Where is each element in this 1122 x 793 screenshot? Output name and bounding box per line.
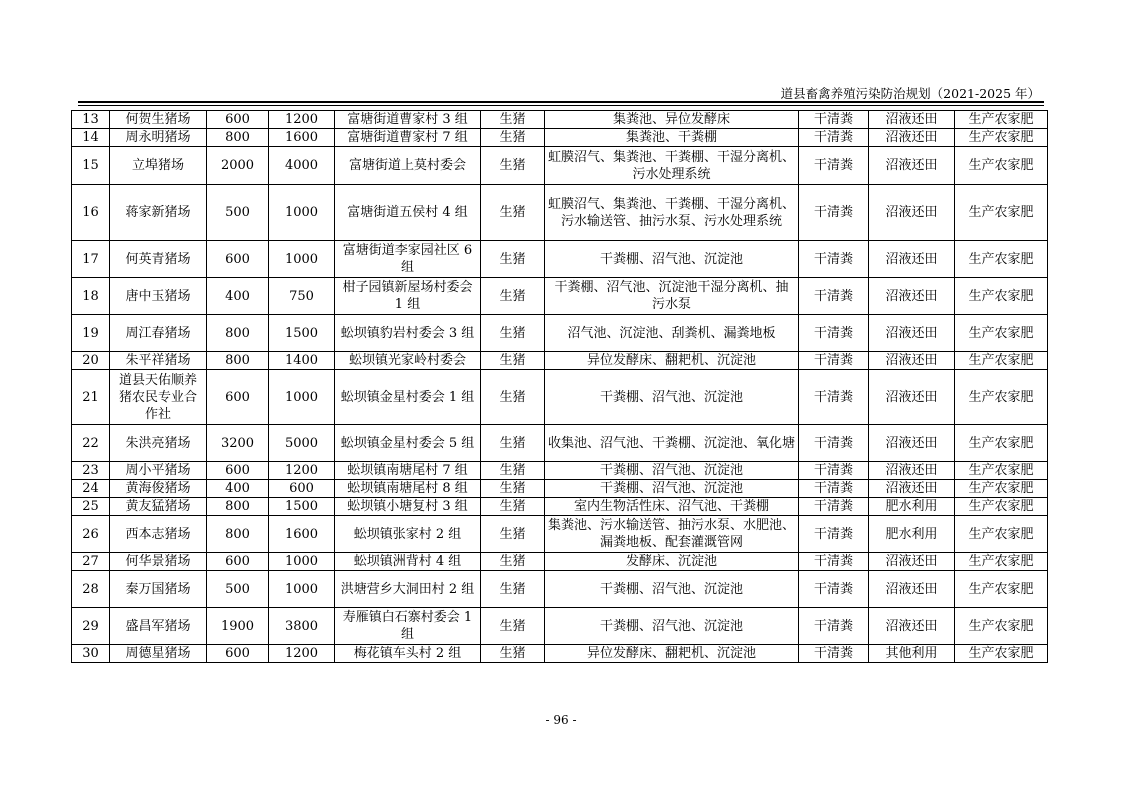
annual-output-cell: 1000 — [269, 185, 335, 241]
farm-name-cell: 秦万国猪场 — [110, 571, 207, 608]
annual-output-cell: 1600 — [269, 129, 335, 147]
livestock-type-cell: 生猪 — [481, 370, 545, 425]
livestock-type-cell: 生猪 — [481, 571, 545, 608]
breeding-stock-cell: 1900 — [207, 608, 269, 645]
livestock-type-cell: 生猪 — [481, 480, 545, 498]
liquid-utilization-cell: 其他利用 — [869, 645, 955, 663]
solid-utilization-cell: 生产农家肥 — [955, 241, 1048, 278]
table-row — [72, 571, 1048, 608]
liquid-utilization-cell: 肥水利用 — [869, 498, 955, 516]
farm-name-cell: 周小平猪场 — [110, 462, 207, 480]
facilities-cell: 室内生物活性床、沼气池、干粪棚 — [545, 498, 799, 516]
address-cell: 洪塘营乡大洞田村 2 组 — [335, 571, 481, 608]
address-cell: 柑子园镇新屋场村委会 1 组 — [335, 278, 481, 315]
manure-cleaning-cell: 干清粪 — [799, 185, 869, 241]
livestock-type-cell: 生猪 — [481, 462, 545, 480]
solid-utilization-cell: 生产农家肥 — [955, 571, 1048, 608]
liquid-utilization-cell: 沼液还田 — [869, 111, 955, 129]
manure-cleaning-cell: 干清粪 — [799, 425, 869, 462]
address-cell: 梅花镇车头村 2 组 — [335, 645, 481, 663]
manure-cleaning-cell: 干清粪 — [799, 553, 869, 571]
livestock-type-cell: 生猪 — [481, 516, 545, 553]
breeding-stock-cell: 600 — [207, 111, 269, 129]
table-row — [72, 147, 1048, 185]
annual-output-cell: 600 — [269, 480, 335, 498]
liquid-utilization-cell: 沼液还田 — [869, 425, 955, 462]
facilities-cell: 虹膜沼气、集粪池、干粪棚、干湿分离机、 污水输送管、抽污水泵、污水处理系统 — [545, 185, 799, 241]
livestock-type-cell: 生猪 — [481, 608, 545, 645]
liquid-utilization-cell: 沼液还田 — [869, 147, 955, 185]
annual-output-cell: 750 — [269, 278, 335, 315]
solid-utilization-cell: 生产农家肥 — [955, 315, 1048, 352]
solid-utilization-cell: 生产农家肥 — [955, 278, 1048, 315]
annual-output-cell: 1500 — [269, 315, 335, 352]
liquid-utilization-cell: 沼液还田 — [869, 608, 955, 645]
row-number-cell: 22 — [72, 425, 110, 462]
facilities-cell: 集粪池、异位发酵床 — [545, 111, 799, 129]
facilities-cell: 虹膜沼气、集粪池、干粪棚、干湿分离机、 污水处理系统 — [545, 147, 799, 185]
facilities-cell: 干粪棚、沼气池、沉淀池 — [545, 462, 799, 480]
solid-utilization-cell: 生产农家肥 — [955, 147, 1048, 185]
liquid-utilization-cell: 沼液还田 — [869, 129, 955, 147]
document-header: 道县畜禽养殖污染防治规划（2021-2025 年） — [780, 86, 1040, 101]
liquid-utilization-cell: 沼液还田 — [869, 352, 955, 370]
solid-utilization-cell: 生产农家肥 — [955, 645, 1048, 663]
address-cell: 蚣坝镇小塘复村 3 组 — [335, 498, 481, 516]
liquid-utilization-cell: 沼液还田 — [869, 315, 955, 352]
farm-name-cell: 蒋家新猪场 — [110, 185, 207, 241]
facilities-cell: 发酵床、沉淀池 — [545, 553, 799, 571]
manure-cleaning-cell: 干清粪 — [799, 352, 869, 370]
facilities-cell: 干粪棚、沼气池、沉淀池 — [545, 571, 799, 608]
livestock-type-cell: 生猪 — [481, 315, 545, 352]
livestock-type-cell: 生猪 — [481, 498, 545, 516]
table-row — [72, 516, 1048, 553]
breeding-stock-cell: 3200 — [207, 425, 269, 462]
table-row — [72, 425, 1048, 462]
livestock-type-cell: 生猪 — [481, 111, 545, 129]
annual-output-cell: 1200 — [269, 462, 335, 480]
address-cell: 富塘街道李家园社区 6 组 — [335, 241, 481, 278]
livestock-type-cell: 生猪 — [481, 147, 545, 185]
solid-utilization-cell: 生产农家肥 — [955, 185, 1048, 241]
row-number-cell: 21 — [72, 370, 110, 425]
breeding-stock-cell: 800 — [207, 129, 269, 147]
facilities-cell: 异位发酵床、翻耙机、沉淀池 — [545, 352, 799, 370]
row-number-cell: 24 — [72, 480, 110, 498]
liquid-utilization-cell: 沼液还田 — [869, 553, 955, 571]
manure-cleaning-cell: 干清粪 — [799, 571, 869, 608]
manure-cleaning-cell: 干清粪 — [799, 462, 869, 480]
liquid-utilization-cell: 沼液还田 — [869, 462, 955, 480]
liquid-utilization-cell: 沼液还田 — [869, 480, 955, 498]
breeding-stock-cell: 400 — [207, 480, 269, 498]
solid-utilization-cell: 生产农家肥 — [955, 352, 1048, 370]
liquid-utilization-cell: 沼液还田 — [869, 278, 955, 315]
facilities-cell: 干粪棚、沼气池、沉淀池 — [545, 241, 799, 278]
address-cell: 富塘街道曹家村 3 组 — [335, 111, 481, 129]
address-cell: 富塘街道上莫村委会 — [335, 147, 481, 185]
solid-utilization-cell: 生产农家肥 — [955, 111, 1048, 129]
facilities-cell: 干粪棚、沼气池、沉淀池 — [545, 370, 799, 425]
address-cell: 蚣坝镇豹岩村委会 3 组 — [335, 315, 481, 352]
breeding-stock-cell: 800 — [207, 352, 269, 370]
farm-name-cell: 周江春猪场 — [110, 315, 207, 352]
address-cell: 蚣坝镇金星村委会 1 组 — [335, 370, 481, 425]
farm-name-cell: 立埠猪场 — [110, 147, 207, 185]
address-cell: 蚣坝镇洲背村 4 组 — [335, 553, 481, 571]
solid-utilization-cell: 生产农家肥 — [955, 370, 1048, 425]
manure-cleaning-cell: 干清粪 — [799, 370, 869, 425]
row-number-cell: 18 — [72, 278, 110, 315]
solid-utilization-cell: 生产农家肥 — [955, 498, 1048, 516]
row-number-cell: 13 — [72, 111, 110, 129]
manure-cleaning-cell: 干清粪 — [799, 480, 869, 498]
row-number-cell: 23 — [72, 462, 110, 480]
breeding-stock-cell: 600 — [207, 553, 269, 571]
address-cell: 蚣坝镇光家岭村委会 — [335, 352, 481, 370]
annual-output-cell: 1000 — [269, 553, 335, 571]
farm-name-cell: 何英青猪场 — [110, 241, 207, 278]
address-cell: 蚣坝镇南塘尾村 8 组 — [335, 480, 481, 498]
table-row — [72, 129, 1048, 147]
manure-cleaning-cell: 干清粪 — [799, 516, 869, 553]
manure-cleaning-cell: 干清粪 — [799, 111, 869, 129]
manure-cleaning-cell: 干清粪 — [799, 608, 869, 645]
annual-output-cell: 1400 — [269, 352, 335, 370]
farm-name-cell: 周德星猪场 — [110, 645, 207, 663]
annual-output-cell: 1000 — [269, 571, 335, 608]
solid-utilization-cell: 生产农家肥 — [955, 553, 1048, 571]
facilities-cell: 异位发酵床、翻耙机、沉淀池 — [545, 645, 799, 663]
livestock-type-cell: 生猪 — [481, 352, 545, 370]
row-number-cell: 27 — [72, 553, 110, 571]
breeding-stock-cell: 600 — [207, 462, 269, 480]
manure-cleaning-cell: 干清粪 — [799, 147, 869, 185]
manure-cleaning-cell: 干清粪 — [799, 278, 869, 315]
livestock-type-cell: 生猪 — [481, 553, 545, 571]
table-row — [72, 370, 1048, 425]
facilities-cell: 集粪池、干粪棚 — [545, 129, 799, 147]
liquid-utilization-cell: 沼液还田 — [869, 241, 955, 278]
farm-name-cell: 道县天佑顺养猪农民专业合作社 — [110, 370, 207, 425]
breeding-stock-cell: 600 — [207, 645, 269, 663]
solid-utilization-cell: 生产农家肥 — [955, 462, 1048, 480]
breeding-stock-cell: 500 — [207, 571, 269, 608]
row-number-cell: 16 — [72, 185, 110, 241]
facilities-cell: 干粪棚、沼气池、沉淀池干湿分离机、抽 污水泵 — [545, 278, 799, 315]
solid-utilization-cell: 生产农家肥 — [955, 129, 1048, 147]
address-cell: 寿雁镇白石寨村委会 1 组 — [335, 608, 481, 645]
solid-utilization-cell: 生产农家肥 — [955, 516, 1048, 553]
liquid-utilization-cell: 肥水利用 — [869, 516, 955, 553]
table-row — [72, 645, 1048, 663]
liquid-utilization-cell: 沼液还田 — [869, 571, 955, 608]
annual-output-cell: 5000 — [269, 425, 335, 462]
row-number-cell: 29 — [72, 608, 110, 645]
annual-output-cell: 1200 — [269, 111, 335, 129]
liquid-utilization-cell: 沼液还田 — [869, 185, 955, 241]
facilities-cell: 沼气池、沉淀池、刮粪机、漏粪地板 — [545, 315, 799, 352]
address-cell: 富塘街道五侯村 4 组 — [335, 185, 481, 241]
farm-name-cell: 唐中玉猪场 — [110, 278, 207, 315]
row-number-cell: 15 — [72, 147, 110, 185]
row-number-cell: 30 — [72, 645, 110, 663]
livestock-type-cell: 生猪 — [481, 185, 545, 241]
table-row — [72, 278, 1048, 315]
facilities-cell: 干粪棚、沼气池、沉淀池 — [545, 608, 799, 645]
row-number-cell: 20 — [72, 352, 110, 370]
header-rule-thick — [78, 101, 1044, 103]
farm-table — [71, 110, 1048, 663]
row-number-cell: 28 — [72, 571, 110, 608]
solid-utilization-cell: 生产农家肥 — [955, 480, 1048, 498]
breeding-stock-cell: 800 — [207, 516, 269, 553]
table-row — [72, 498, 1048, 516]
table-row — [72, 111, 1048, 129]
livestock-type-cell: 生猪 — [481, 425, 545, 462]
breeding-stock-cell: 800 — [207, 315, 269, 352]
solid-utilization-cell: 生产农家肥 — [955, 608, 1048, 645]
manure-cleaning-cell: 干清粪 — [799, 498, 869, 516]
address-cell: 蚣坝镇南塘尾村 7 组 — [335, 462, 481, 480]
farm-name-cell: 西本志猪场 — [110, 516, 207, 553]
address-cell: 蚣坝镇张家村 2 组 — [335, 516, 481, 553]
address-cell: 蚣坝镇金星村委会 5 组 — [335, 425, 481, 462]
breeding-stock-cell: 600 — [207, 370, 269, 425]
breeding-stock-cell: 500 — [207, 185, 269, 241]
table-row — [72, 480, 1048, 498]
table-row — [72, 608, 1048, 645]
farm-name-cell: 何贺生猪场 — [110, 111, 207, 129]
farm-name-cell: 周永明猪场 — [110, 129, 207, 147]
address-cell: 富塘街道曹家村 7 组 — [335, 129, 481, 147]
solid-utilization-cell: 生产农家肥 — [955, 425, 1048, 462]
facilities-cell: 集粪池、污水输送管、抽污水泵、水肥池、 漏粪地板、配套灌溉管网 — [545, 516, 799, 553]
livestock-type-cell: 生猪 — [481, 278, 545, 315]
manure-cleaning-cell: 干清粪 — [799, 645, 869, 663]
annual-output-cell: 1000 — [269, 370, 335, 425]
table-row — [72, 315, 1048, 352]
facilities-cell: 收集池、沼气池、干粪棚、沉淀池、氧化塘 — [545, 425, 799, 462]
farm-name-cell: 朱平祥猪场 — [110, 352, 207, 370]
farm-name-cell: 何华景猪场 — [110, 553, 207, 571]
manure-cleaning-cell: 干清粪 — [799, 241, 869, 278]
annual-output-cell: 1200 — [269, 645, 335, 663]
row-number-cell: 26 — [72, 516, 110, 553]
annual-output-cell: 1600 — [269, 516, 335, 553]
breeding-stock-cell: 2000 — [207, 147, 269, 185]
livestock-type-cell: 生猪 — [481, 645, 545, 663]
table-row — [72, 241, 1048, 278]
farm-name-cell: 黄海俊猪场 — [110, 480, 207, 498]
liquid-utilization-cell: 沼液还田 — [869, 370, 955, 425]
row-number-cell: 25 — [72, 498, 110, 516]
table-row — [72, 352, 1048, 370]
annual-output-cell: 4000 — [269, 147, 335, 185]
row-number-cell: 19 — [72, 315, 110, 352]
farm-name-cell: 黄友猛猪场 — [110, 498, 207, 516]
table-row — [72, 185, 1048, 241]
table-row — [72, 462, 1048, 480]
table-row — [72, 553, 1048, 571]
manure-cleaning-cell: 干清粪 — [799, 315, 869, 352]
manure-cleaning-cell: 干清粪 — [799, 129, 869, 147]
header-rule-thin — [78, 105, 1044, 106]
farm-name-cell: 朱洪亮猪场 — [110, 425, 207, 462]
farm-name-cell: 盛昌军猪场 — [110, 608, 207, 645]
breeding-stock-cell: 400 — [207, 278, 269, 315]
livestock-type-cell: 生猪 — [481, 129, 545, 147]
breeding-stock-cell: 600 — [207, 241, 269, 278]
livestock-type-cell: 生猪 — [481, 241, 545, 278]
row-number-cell: 17 — [72, 241, 110, 278]
annual-output-cell: 3800 — [269, 608, 335, 645]
annual-output-cell: 1000 — [269, 241, 335, 278]
facilities-cell: 干粪棚、沼气池、沉淀池 — [545, 480, 799, 498]
row-number-cell: 14 — [72, 129, 110, 147]
page-number: - 96 - — [545, 713, 577, 727]
annual-output-cell: 1500 — [269, 498, 335, 516]
breeding-stock-cell: 800 — [207, 498, 269, 516]
